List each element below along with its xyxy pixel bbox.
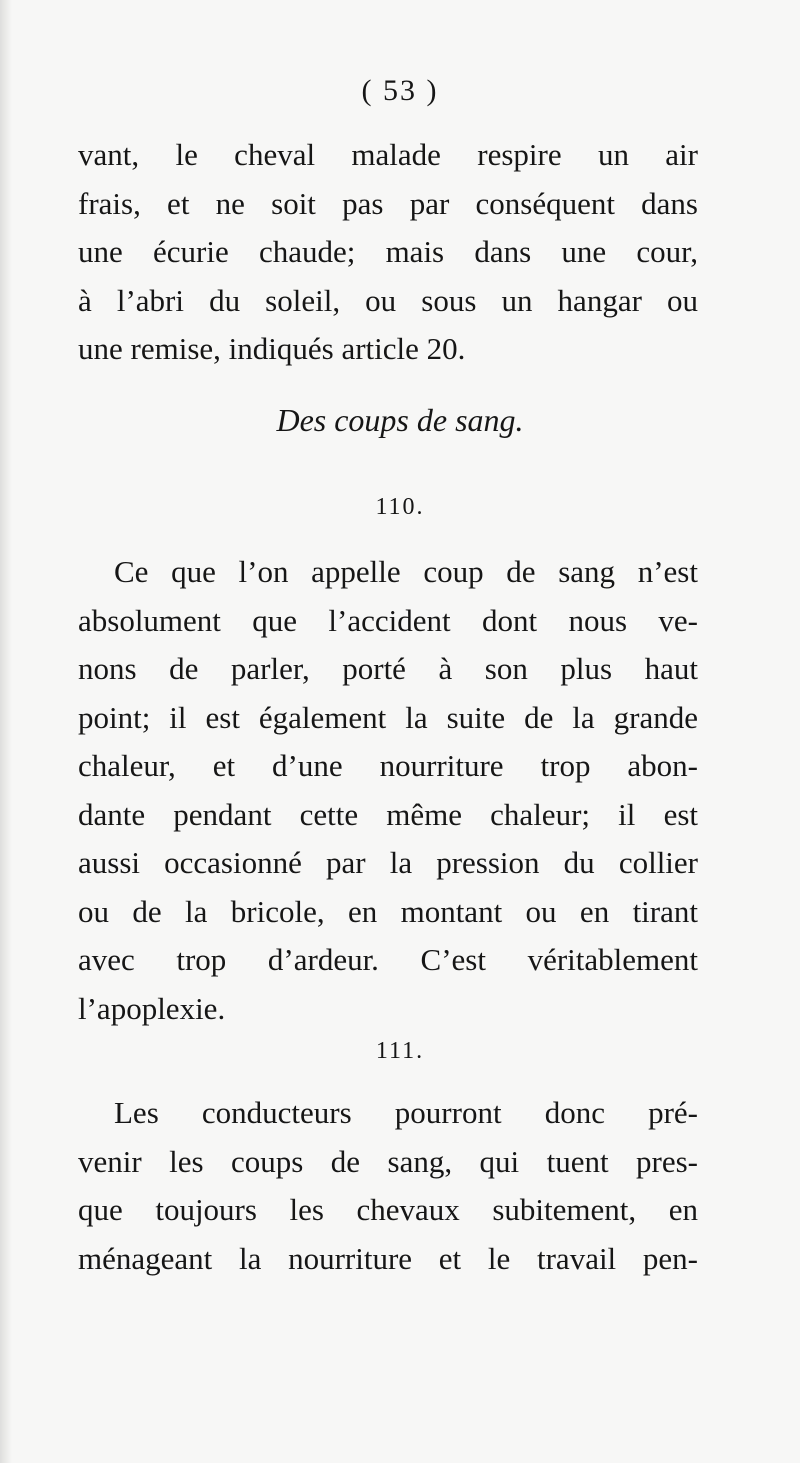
- text-line: Les conducteurs pourront donc pré-: [114, 1095, 698, 1130]
- text-line: nons de parler, porté à son plus haut: [78, 651, 698, 686]
- text-line: ménageant la nourriture et le travail pen-: [78, 1240, 698, 1276]
- article-number-111: 111.: [375, 1038, 425, 1064]
- article-number-110: 110.: [375, 494, 425, 520]
- text-line: une remise, indiqués article 20.: [78, 331, 466, 366]
- paragraph-continuation: [78, 131, 698, 374]
- text-line: l’apoplexie.: [78, 990, 226, 1026]
- article-111-body: [78, 1089, 698, 1283]
- text-line: frais, et ne soit pas par conséquent dans: [78, 185, 698, 221]
- text-line: point; il est également la suite de la grande: [78, 699, 698, 735]
- section-heading: Des coups de sang.: [276, 402, 524, 438]
- page-gutter-shadow: [0, 0, 12, 1463]
- text-line: venir les coups de sang, qui tuent pres-: [78, 1143, 698, 1179]
- text-line: avec trop d’ardeur. C’est véritablement: [78, 942, 698, 977]
- text-line: vant, le cheval malade respire un air: [78, 137, 698, 172]
- text-line: Ce que l’on appelle coup de sang n’est: [114, 554, 698, 589]
- text-line: ou de la bricole, en montant ou en tirant: [78, 893, 698, 929]
- text-line: une écurie chaude; mais dans une cour,: [78, 234, 698, 269]
- text-line: à l’abri du soleil, ou sous un hangar ou: [78, 282, 698, 318]
- text-line: que toujours les chevaux subitement, en: [78, 1192, 698, 1227]
- text-line: aussi occasionné par la pression du collier: [78, 845, 698, 880]
- text-line: chaleur, et d’une nourriture trop abon-: [78, 748, 698, 783]
- page-number: ( 53 ): [361, 74, 439, 107]
- text-line: absolument que l’accident dont nous ve-: [78, 602, 698, 638]
- text-line: dante pendant cette même chaleur; il est: [78, 796, 698, 832]
- article-110-body: [78, 548, 698, 1033]
